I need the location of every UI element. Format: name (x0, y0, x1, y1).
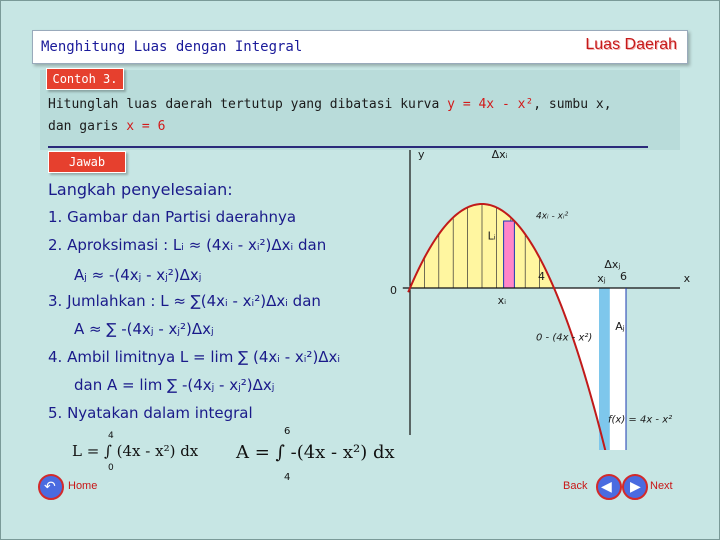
tick-6-label: 6 (620, 270, 627, 283)
step-2b: Aⱼ ≈ -(4xⱼ - xⱼ²)Δxⱼ (74, 266, 202, 284)
integral-A-lower: 4 (284, 472, 291, 482)
x-axis-label: x (683, 272, 691, 285)
home-button[interactable] (38, 474, 64, 500)
xi-label: xᵢ (497, 294, 507, 307)
step-5: 5. Nyatakan dalam integral (48, 404, 253, 422)
tick-4-label: 4 (538, 270, 545, 283)
home-label[interactable]: Home (68, 480, 98, 492)
question-line-1-post: , sumbu x, (533, 97, 612, 112)
integral-L-lower: 0 (108, 463, 114, 473)
next-arrow-icon: ▶ (630, 479, 641, 495)
back-label[interactable]: Back (563, 480, 588, 492)
strip-Aj (599, 288, 610, 450)
integral-L: L = ∫ (4x - x²) dx (72, 442, 199, 460)
y-axis-label: y (418, 150, 425, 161)
delta-xj-label: Δxⱼ (604, 258, 621, 271)
header-bar (32, 30, 688, 64)
question-line-2-text: dan garis (48, 119, 119, 134)
steps-heading: Langkah penyelesaian: (48, 180, 233, 199)
function-label: f(x) = 4x - x² (608, 414, 673, 426)
question-line-1-text: Hitunglah luas daerah tertutup yang dibatasi kurva (48, 97, 440, 112)
step-3b: A ≈ ∑ -(4xⱼ - xⱼ²)Δxⱼ (74, 320, 214, 338)
question-line-1 (48, 94, 612, 116)
area-graph (380, 150, 700, 450)
question-line-2 (48, 116, 612, 138)
step-3: 3. Jumlahkan : L ≈ ∑(4xᵢ - xᵢ²)Δxᵢ dan (48, 292, 321, 310)
Aj-label: Aⱼ (615, 320, 625, 333)
next-label[interactable]: Next (650, 480, 673, 492)
strip-Li (504, 221, 515, 288)
integral-A: A = ∫ -(4x - x²) dx (236, 442, 395, 463)
step-4b: dan A = lim ∑ -(4xⱼ - xⱼ²)Δxⱼ (74, 376, 275, 394)
Li-label: Lᵢ (487, 229, 496, 243)
step-2: 2. Aproksimasi : Lᵢ ≈ (4xᵢ - xᵢ²)Δxᵢ dan (48, 236, 327, 254)
integral-A-upper: 6 (284, 426, 291, 437)
origin-label: 0 (390, 284, 397, 297)
delta-xi-label: Δxᵢ (491, 150, 508, 161)
line-equation: x = 6 (126, 119, 166, 134)
example-tag: Contoh 3. (46, 68, 124, 90)
curve-label-top: 4xᵢ - xᵢ² (536, 211, 569, 222)
divider (48, 146, 648, 148)
answer-tag: Jawab (48, 151, 126, 173)
step-4: 4. Ambil limitnya L = lim ∑ (4xᵢ - xᵢ²)Δxᵢ (48, 348, 341, 366)
home-arrow-icon: ↶ (44, 479, 56, 495)
back-button[interactable] (596, 474, 622, 500)
page-title: Menghitung Luas dengan Integral (41, 39, 303, 55)
next-button[interactable] (622, 474, 648, 500)
question-text (48, 94, 612, 138)
back-arrow-icon: ◀ (601, 479, 612, 495)
step-1: 1. Gambar dan Partisi daerahnya (48, 208, 297, 226)
section-title: Luas Daerah (585, 36, 677, 53)
xj-label: xⱼ (597, 272, 606, 285)
curve-equation: y = 4x - x² (447, 97, 534, 112)
curve-label-bottom: 0 - (4x - x²) (536, 332, 593, 344)
integral-L-upper: 4 (108, 431, 114, 441)
